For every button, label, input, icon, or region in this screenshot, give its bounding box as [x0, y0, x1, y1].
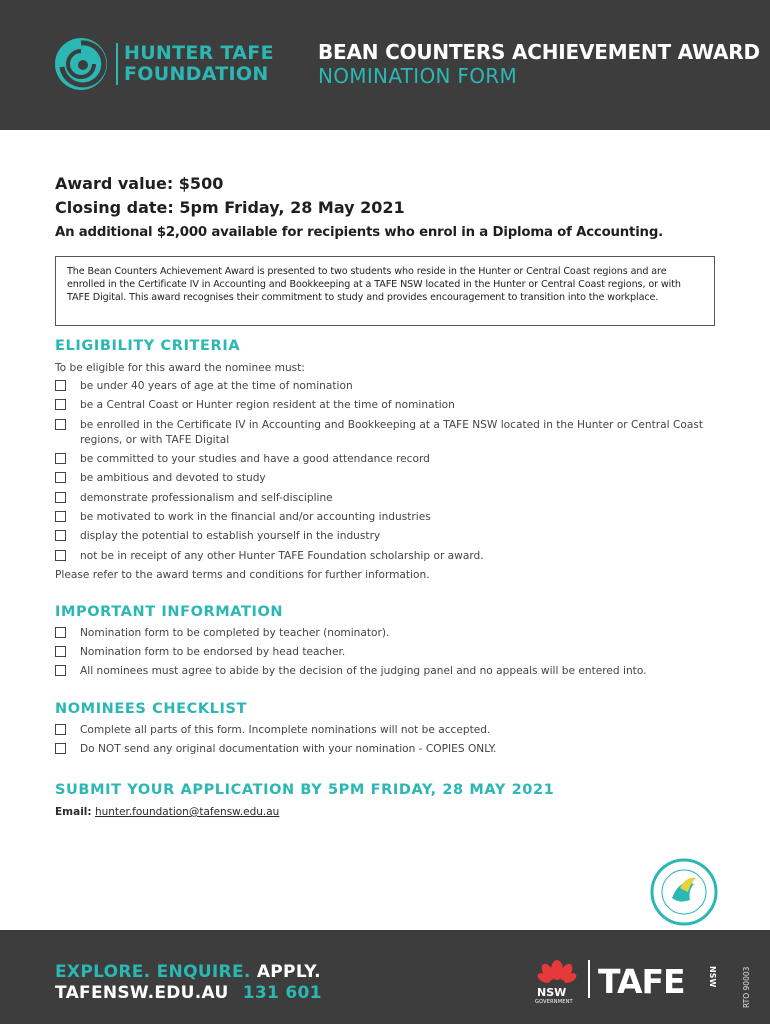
tagline-enquire: ENQUIRE. [156, 962, 251, 982]
email-label: Email: [55, 806, 92, 818]
checkbox[interactable] [55, 399, 66, 410]
eligibility-item[interactable]: be under 40 years of age at the time of nomination [55, 379, 705, 394]
eligibility-item[interactable]: be ambitious and devoted to study [55, 471, 705, 486]
checkbox[interactable] [55, 627, 66, 638]
important-heading: IMPORTANT INFORMATION [55, 604, 284, 620]
email-line [55, 806, 279, 818]
checklist-item[interactable]: Do NOT send any original documentation with your nomination - COPIES ONLY. [55, 742, 705, 757]
important-item[interactable]: Nomination form to be endorsed by head teacher. [55, 645, 705, 660]
tafe-wordmark: TAFE [598, 962, 685, 1001]
checkbox[interactable] [55, 492, 66, 503]
nsw-government-label: GOVERNMENT [535, 999, 573, 1005]
tafe-nsw-label: NSW [708, 966, 717, 988]
eligibility-item[interactable]: not be in receipt of any other Hunter TAFE Foundation scholarship or award. [55, 549, 705, 564]
important-item[interactable]: Nomination form to be completed by teacher (nominator). [55, 626, 705, 641]
tagline-explore: EXPLORE. [55, 962, 151, 982]
checkbox[interactable] [55, 530, 66, 541]
eligibility-note: Please refer to the award terms and conditions for further information. [55, 569, 430, 581]
additional-award-note: An additional $2,000 available for recipients who enrol in a Diploma of Accounting. [55, 225, 663, 240]
eligibility-heading: ELIGIBILITY CRITERIA [55, 338, 241, 354]
eligibility-item[interactable]: be committed to your studies and have a good attendance record [55, 452, 705, 467]
checkbox[interactable] [55, 380, 66, 391]
hunter-tafe-foundation-logo [54, 37, 274, 91]
eligibility-item[interactable]: display the potential to establish yourself in the industry [55, 529, 705, 544]
footer-contact [55, 983, 322, 1003]
award-description-box: The Bean Counters Achievement Award is presented to two students who reside in the Hunter or Central Coast regions and are enrolled in the Certificate IV in Accounting and Bookkeeping at a TAFE NSW located in the Hunter or Central Coast regions, or with TAFE Digital. This award recognises their commitment to study and provides encouragement to transition into the workplace. [55, 256, 715, 326]
checkbox[interactable] [55, 472, 66, 483]
nsw-wordmark: NSW [537, 986, 567, 999]
checkbox[interactable] [55, 646, 66, 657]
form-title: BEAN COUNTERS ACHIEVEMENT AWARD [318, 40, 760, 64]
eligibility-item[interactable]: be a Central Coast or Hunter region resident at the time of nomination [55, 398, 705, 413]
logo-wordmark [116, 43, 274, 85]
logo-line-2: FOUNDATION [124, 63, 269, 85]
checkbox[interactable] [55, 743, 66, 754]
tagline-apply: APPLY. [256, 962, 321, 982]
checkbox[interactable] [55, 511, 66, 522]
closing-date: Closing date: 5pm Friday, 28 May 2021 [55, 198, 405, 217]
header-banner [0, 0, 770, 130]
eligibility-item[interactable]: demonstrate professionalism and self-discipline [55, 491, 705, 506]
important-item[interactable]: All nominees must agree to abide by the decision of the judging panel and no appeals will be entered into. [55, 664, 705, 679]
eligibility-lead: To be eligible for this award the nominee must: [55, 362, 305, 374]
logo-line-1: HUNTER TAFE [124, 42, 274, 64]
footer-banner [0, 930, 770, 1024]
checklist-item[interactable]: Complete all parts of this form. Incomplete nominations will not be accepted. [55, 723, 705, 738]
checkbox[interactable] [55, 724, 66, 735]
rto-code: RTO 90003 [742, 966, 751, 1008]
footer-tagline [55, 962, 321, 982]
checkbox[interactable] [55, 453, 66, 464]
eligibility-item[interactable]: be motivated to work in the financial and/or accounting industries [55, 510, 705, 525]
form-subtitle: NOMINATION FORM [318, 64, 518, 88]
footer-phone[interactable]: 131 601 [242, 983, 322, 1003]
submit-heading: SUBMIT YOUR APPLICATION BY 5PM FRIDAY, 28 MAY 2021 [55, 782, 555, 798]
checkbox[interactable] [55, 419, 66, 430]
eligibility-item[interactable]: be enrolled in the Certificate IV in Accounting and Bookkeeping at a TAFE NSW located in the Hunter or Central Coast regions, or with TAFE Digital [55, 418, 705, 447]
footer-website[interactable]: TAFENSW.EDU.AU [55, 983, 229, 1003]
foundation-swirl-icon [54, 37, 108, 91]
checkbox[interactable] [55, 550, 66, 561]
email-link[interactable]: hunter.foundation@tafensw.edu.au [94, 806, 280, 818]
logo-divider [588, 960, 590, 998]
registered-charity-seal-icon [650, 858, 718, 926]
checkbox[interactable] [55, 665, 66, 676]
award-value: Award value: $500 [55, 174, 224, 193]
checklist-heading: NOMINEES CHECKLIST [55, 701, 248, 717]
